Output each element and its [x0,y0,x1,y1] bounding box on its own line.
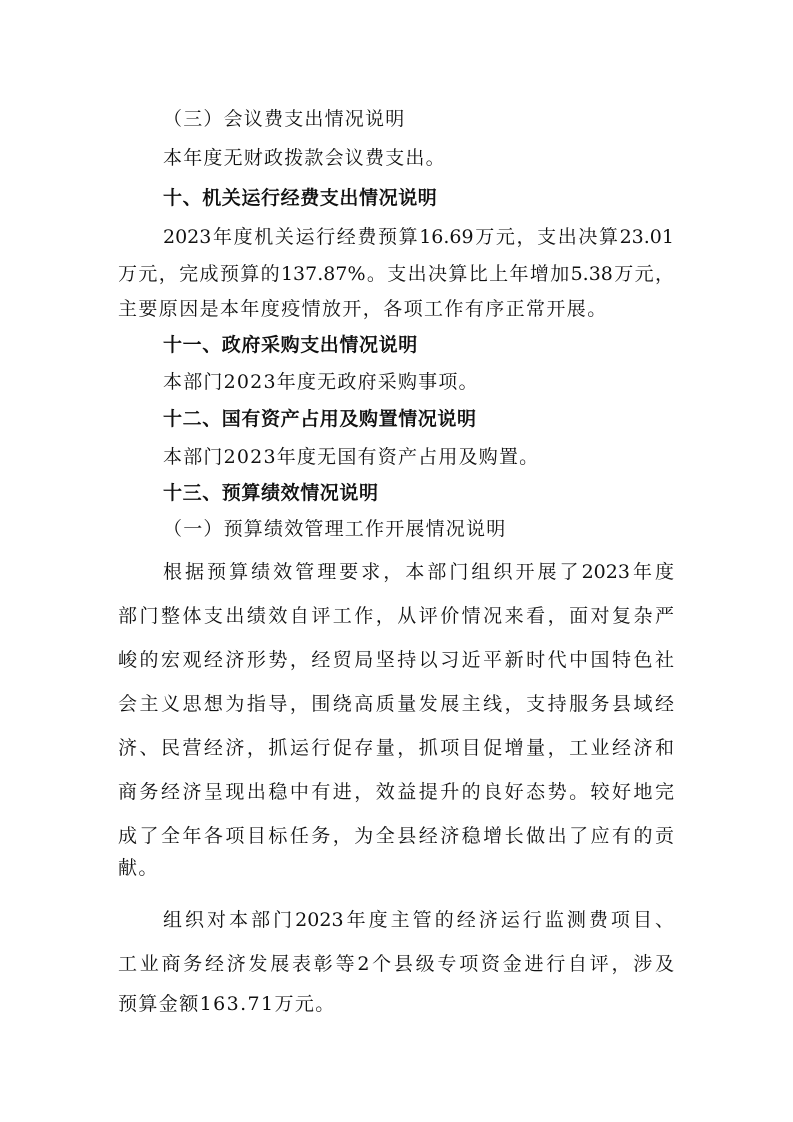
performance-paragraph-line-3: 峻的宏观经济形势，经贸局坚持以习近平新时代中国特色社 [118,649,674,671]
government-procurement-body: 本部门2023年度无政府采购事项。 [163,371,479,393]
subsection-title-meeting-expenses: （三）会议费支出情况说明 [163,108,406,130]
self-evaluation-line-3: 预算金额163.71万元。 [118,993,336,1015]
section-title-government-procurement: 十一、政府采购支出情况说明 [163,334,418,356]
section-title-budget-performance: 十三、预算绩效情况说明 [163,482,379,504]
operating-expenses-line-3: 主要原因是本年度疫情放开，各项工作有序正常开展。 [118,298,608,320]
self-evaluation-line-2: 工业商务经济发展表彰等2个县级专项资金进行自评，涉及 [118,953,674,975]
performance-paragraph-line-6: 商务经济呈现出稳中有进，效益提升的良好态势。较好地完 [118,781,674,803]
subsection-title-performance-management: （一）预算绩效管理工作开展情况说明 [163,518,507,540]
meeting-expenses-body: 本年度无财政拨款会议费支出。 [163,147,446,169]
performance-paragraph-line-2: 部门整体支出绩效自评工作，从评价情况来看，面对复杂严 [118,605,674,627]
state-assets-body: 本部门2023年度无国有资产占用及购置。 [163,446,540,468]
self-evaluation-line-1: 组织对本部门2023年度主管的经济运行监测费项目、 [163,909,674,931]
operating-expenses-line-1: 2023年度机关运行经费预算16.69万元，支出决算23.01 [163,226,674,248]
performance-paragraph-line-7: 成了全年各项目标任务，为全县经济稳增长做出了应有的贡 [118,825,674,847]
performance-paragraph-line-1: 根据预算绩效管理要求，本部门组织开展了2023年度 [163,561,674,583]
operating-expenses-line-2: 万元，完成预算的137.87%。支出决算比上年增加5.38万元， [118,263,674,285]
performance-paragraph-line-4: 会主义思想为指导，围绕高质量发展主线，支持服务县域经 [118,693,674,715]
section-title-state-assets: 十二、国有资产占用及购置情况说明 [163,408,477,430]
performance-paragraph-line-8: 献。 [118,857,159,879]
performance-paragraph-line-5: 济、民营经济，抓运行促存量，抓项目促增量，工业经济和 [118,737,674,759]
section-title-operating-expenses: 十、机关运行经费支出情况说明 [163,187,438,209]
